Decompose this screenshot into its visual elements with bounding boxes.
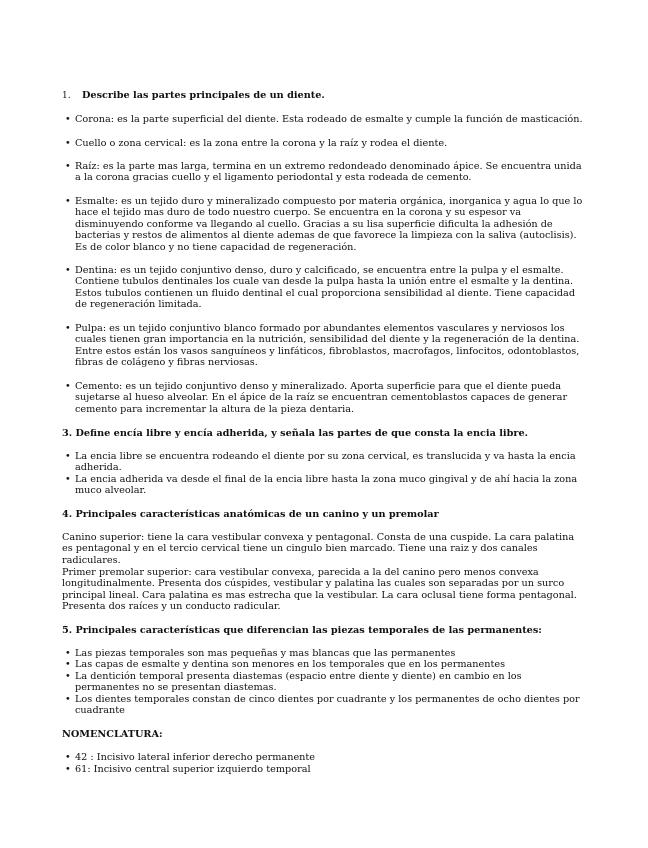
pulpa-item: Pulpa: es un tejido conjuntivo blanco formado por abundantes elementos vasculares y nerviosos los cuales tienen gran importancia en la nutrición, sensibilidad del diente y la regeneración de la dentina. Entre estos están los vasos sanguíneos y linfáticos, fibroblastos, macrofagos, linfocitos, odontoblastos, fibras de colágeno y fibras nerviosas. <box>75 323 580 369</box>
list-item <box>65 671 583 694</box>
bullet-icon: • <box>65 114 71 125</box>
list-item <box>65 323 583 369</box>
list-item <box>65 138 583 149</box>
bullet-icon: • <box>65 196 71 207</box>
bullet-icon: • <box>65 323 71 334</box>
list-item <box>65 161 583 184</box>
list-item <box>65 659 583 670</box>
encia-adherida-item: La encia adherida va desde el final de la encia libre hasta la zona muco gingival y de ahí hacia la zona muco alveolar. <box>75 474 578 497</box>
section-4-heading: 4. Principales características anatómicas de un canino y un premolar <box>62 509 439 520</box>
list-item <box>65 196 583 253</box>
nomenclatura-item: 42 : Incisivo lateral inferior derecho permanente <box>75 752 316 763</box>
cemento-item: Cemento: es un tejido conjuntivo denso y mineralizado. Aporta superficie para que el diente pueda sujetarse al hueso alveolar. En el ápice de la raíz se encuentran cementoblastos capaces de generar cemento para incrementar la altura de la pieza dentaria. <box>75 381 568 415</box>
premolar-paragraph: Primer premolar superior: cara vestibular convexa, parecida a la del canino pero menos convexa longitudinalmente. Presenta dos cúspides, vestibular y palatina las cuales son separadas por un surco principal lineal. Cara palatina es mas estrecha que la vestibular. La cara oclusal tiene forma pentagonal. Presenta dos raíces y un conducto radicular. <box>62 567 577 613</box>
section-3-heading: 3. Define encía libre y encía adherida, y señala las partes de que consta la encia libre. <box>62 428 529 439</box>
bullet-icon: • <box>65 694 71 705</box>
bullet-icon: • <box>65 659 71 670</box>
bullet-icon: • <box>65 265 71 276</box>
esmalte-item: Esmalte: es un tejido duro y mineralizado compuesto por materia orgánica, inorganica y agua lo que lo hace el tejido mas duro de todo nuestro cuerpo. Se encuentra en la corona y su espesor va disminuyendo conforme va llegando al cuello. Gracias a su lisa superficie dificulta la adhesión de bacterias y restos de alimentos al diente ademas de que favorece la limpieza con la saliva (autoclisis). Es de color blanco y no tiene capacidad de regeneración. <box>75 196 583 253</box>
bullet-icon: • <box>65 671 71 682</box>
corona-item: Corona: es la parte superficial del diente. Esta rodeado de esmalte y cumple la función de masticación. <box>75 114 583 125</box>
list-item <box>65 381 583 415</box>
bullet-icon: • <box>65 161 71 172</box>
section-1-title: Describe las partes principales de un diente. <box>82 90 325 101</box>
nomenclatura-item: 61: Incisivo central superior izquierdo temporal <box>75 764 311 775</box>
bullet-icon: • <box>65 764 71 775</box>
list-item <box>65 474 583 497</box>
bullet-icon: • <box>65 474 71 485</box>
diferencia-item: Los dientes temporales constan de cinco dientes por cuadrante y los permanentes de ocho dientes por cuadrante <box>75 694 580 717</box>
nomenclatura-heading: NOMENCLATURA: <box>62 729 163 740</box>
canino-paragraph: Canino superior: tiene la cara vestibular convexa y pentagonal. Consta de una cuspide. La cara palatina es pentagonal y en el tercio cervical tiene un cingulo bien marcado. Tiene una raiz y dos canales radiculares. <box>62 532 575 566</box>
list-item <box>65 114 583 125</box>
diferencia-item: Las piezas temporales son mas pequeñas y mas blancas que las permanentes <box>75 648 456 659</box>
list-item <box>65 451 583 474</box>
diferencia-item: La dentición temporal presenta diastemas (espacio entre diente y diente) en cambio en los permanentes no se presentan diastemas. <box>75 671 522 694</box>
list-item <box>65 648 583 659</box>
list-item <box>65 265 583 311</box>
section-1-heading <box>62 90 582 102</box>
list-item <box>65 764 583 775</box>
list-item <box>65 694 583 717</box>
list-item <box>65 752 583 763</box>
bullet-icon: • <box>65 381 71 392</box>
section-1-number: 1. <box>62 91 71 101</box>
section-5-heading: 5. Principales características que diferencian las piezas temporales de las permanentes: <box>62 625 542 636</box>
bullet-icon: • <box>65 138 71 149</box>
raiz-item: Raíz: es la parte mas larga, termina en un extremo redondeado denominado ápice. Se encuentra unida a la corona gracias cuello y el ligamento periodontal y esta rodeada de cemento. <box>75 161 582 184</box>
cuello-item: Cuello o zona cervical: es la zona entre la corona y la raíz y rodea el diente. <box>75 138 448 149</box>
encia-libre-item: La encia libre se encuentra rodeando el diente por su zona cervical, es translucida y va hasta la encia adherida. <box>75 451 576 474</box>
bullet-icon: • <box>65 451 71 462</box>
diferencia-item: Las capas de esmalte y dentina son menores en los temporales que en los permanentes <box>75 659 506 670</box>
dentina-item: Dentina: es un tejido conjuntivo denso, duro y calcificado, se encuentra entre la pulpa y el esmalte. Contiene tubulos dentinales los cuale van desde la pulpa hasta la unión entre el esmalte y la dentina. Estos tubulos contienen un fluido dentinal el cual proporciona sensibilidad al diente. Tiene capacidad de regeneración limitada. <box>75 265 576 311</box>
bullet-icon: • <box>65 648 71 659</box>
bullet-icon: • <box>65 752 71 763</box>
